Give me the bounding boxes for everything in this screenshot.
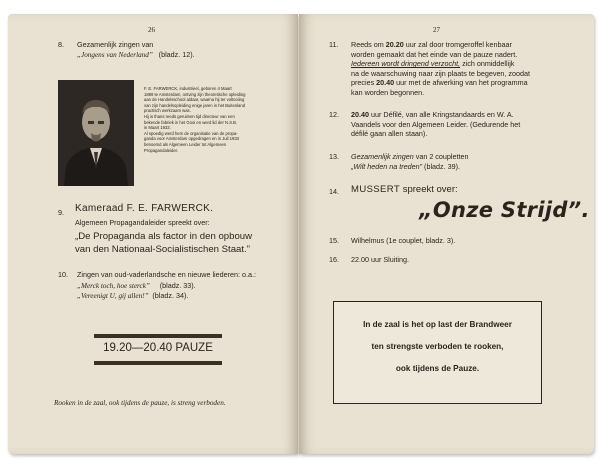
text: uur zal door tromgeroffel kenbaar	[403, 40, 512, 49]
bio-line: Propagandaleider.	[144, 147, 178, 153]
song-ref: (bladz. 12).	[158, 50, 195, 59]
emphasis: Gezamenlijk zingen	[351, 152, 414, 161]
speech-topic	[75, 230, 252, 256]
text-line	[351, 152, 468, 162]
bio-line: benoemd als Algemeen Leider tot Algemeen	[144, 141, 227, 147]
text-line	[351, 162, 468, 172]
speaker-name: Kameraad F. E. FARWERCK.	[75, 203, 214, 214]
program-item-16-number: 16.	[329, 255, 339, 264]
text: Reeds om	[351, 40, 386, 49]
program-item-13-text	[351, 152, 468, 171]
program-item-10-number: 10.	[58, 270, 68, 279]
time: 20.40	[376, 78, 395, 87]
song-title: „Merck toch, hoe sterck”	[77, 282, 150, 290]
bio-line: Al spoedig werd hem de organisatie van de propa-	[144, 130, 238, 136]
song-title: „Wilt heden na treden”	[351, 161, 423, 171]
program-item-11-text	[351, 40, 530, 97]
text-line: Vaandels voor den Algemeen Leider. (Gedurende het	[351, 119, 521, 129]
page-number: 27	[433, 26, 440, 34]
bio-line: aan de Handelsschool aldaar, waarna hij ter voltooiing	[144, 97, 245, 103]
song-title: „Jongens van Nederland”	[77, 51, 153, 59]
pause-heading: 19.20—20.40 PAUZE	[103, 342, 213, 354]
portrait-image	[58, 80, 134, 186]
program-item-8-number: 8.	[58, 40, 64, 49]
program-item-8-text: Gezamenlijk zingen van	[77, 40, 154, 49]
program-item-8-song	[77, 50, 195, 61]
divider	[94, 361, 222, 365]
program-item-12-text	[351, 110, 520, 139]
bio-line: Hij is thans reeds geruimen tijd directeur van een	[144, 113, 235, 119]
speech-topic-line: „De Propaganda als factor in den opbouw	[75, 231, 253, 242]
speaker-name: MUSSERT	[351, 184, 401, 195]
program-item-9-number: 9.	[58, 208, 64, 217]
bio-line: van zijn handelsopleiding enige jaren in het Buitenland	[144, 102, 246, 108]
song-line	[77, 291, 188, 302]
notice-line: ook tijdens de Pauze.	[395, 364, 480, 373]
bio-line: F. E. FARWERCK, industrieel, geboren 4 Maart	[144, 86, 232, 91]
program-item-12-number: 12.	[329, 110, 339, 119]
program-item-16-text: 22.00 uur Sluiting.	[351, 255, 409, 264]
text: precies	[351, 78, 377, 87]
text-line: na de waarschuwing naar zijn plaats te begeven, zoodat	[351, 68, 531, 78]
song-line	[77, 281, 196, 292]
text-line: défilé gaan allen staan).	[351, 129, 428, 138]
text-line: worden gemaakt dat het einde van de pauze nadert.	[351, 49, 518, 59]
text: van 2 coupletten	[413, 152, 469, 161]
divider	[94, 334, 222, 338]
program-item-11-number: 11.	[329, 40, 339, 49]
text: zich onmiddellijk	[460, 59, 515, 68]
bio-line: in Maart 1933.	[144, 125, 171, 131]
text: spreekt over:	[400, 184, 458, 195]
notice-line: In de zaal is het op last der Brandweer	[363, 320, 512, 329]
emphasis: Iedereen wordt dringend verzocht,	[351, 59, 461, 68]
speech-title: „Onze Strijd”.	[419, 198, 590, 222]
song-ref: (bladz. 33).	[159, 281, 196, 290]
song-title: „Vereenigt U, gij allen!”	[77, 292, 149, 300]
time: 20.40	[351, 110, 369, 119]
text: uur met de afwerking van het programma	[394, 78, 528, 87]
speech-topic-line: van den Nationaal-Socialistischen Staat.”	[75, 244, 250, 255]
text-line	[351, 59, 530, 69]
left-page	[8, 14, 298, 454]
biography-text	[144, 86, 284, 153]
text-line	[351, 40, 530, 50]
bio-line: ganda voor Amsterdam opgedragen en in Juli 1933	[144, 136, 239, 142]
speaker-role: Algemeen Propagandaleider spreekt over:	[75, 218, 210, 227]
program-item-10-text: Zingen van oud-vaderlandsche en nieuwe liederen: o.a.:	[77, 270, 257, 279]
program-item-15-text: Wilhelmus (1e couplet, bladz. 3).	[351, 236, 456, 245]
program-item-14-number: 14.	[329, 187, 339, 196]
fire-brigade-notice	[333, 301, 542, 404]
program-item-14-text	[351, 184, 458, 195]
program-item-15-number: 15.	[329, 236, 339, 245]
time: 20.20	[385, 40, 404, 49]
song-ref: (bladz. 34).	[152, 291, 189, 300]
song-ref: (bladz. 39).	[422, 161, 461, 171]
text-line: kan worden begonnen.	[351, 87, 425, 97]
text-line	[351, 78, 530, 88]
bio-line: 1889 te Amsterdam, ontving zijn theoretische opleiding	[144, 91, 246, 97]
right-page	[299, 14, 594, 454]
page-number: 26	[148, 26, 155, 34]
text-line	[351, 110, 520, 120]
program-item-13-number: 13.	[329, 152, 339, 161]
portrait-photo	[58, 80, 134, 186]
smoking-notice: Rooken in de zaal, ook tijdens de pauze, is streng verboden.	[54, 399, 226, 407]
text: uur Défilé, van alle Kringstandaards en W. A.	[369, 110, 514, 119]
notice-line: ten strengste verboden te rooken,	[371, 342, 504, 351]
bio-line: bekende fabriek in het Gooi en werd lid der N.S.B.	[144, 119, 238, 125]
bio-line: practisch werkzaam was.	[144, 108, 191, 114]
